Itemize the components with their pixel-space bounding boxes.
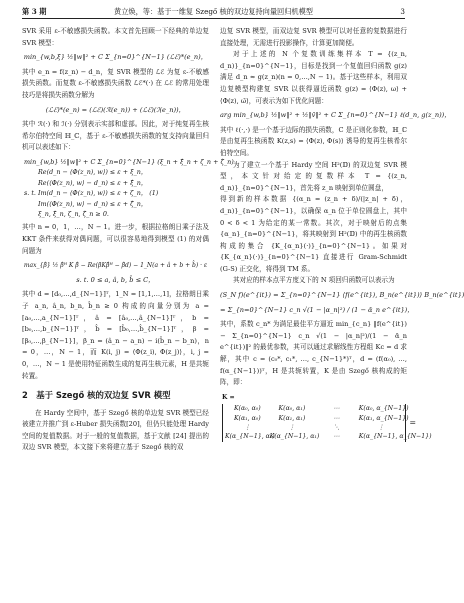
equation: s. t. 0 ≤ a, â, b, b̂ ≤ C， [76,275,155,284]
matrix-cell: ⋯ [333,414,340,422]
running-title: 黄立焕，等：基于一维复 Szegő 核的双边复持向量回归机模型 [114,7,313,16]
equation: (ℒℰ)*(e_n) = (ℒℰ)(ℛ(e_n)) + (ℒℰ)(ℐ(e_n))， [45,105,186,114]
equation: min_{w,b,ξ} ½‖w‖² + C Σ_{n=0}^{N−1} (ℒℰ)*(e_n)， [23,53,208,62]
paragraph: 其对应的样本点平方度义下的 N 项回归函数可以表示为 [233,276,395,285]
equation-row: Re(d_n − ⟨Φ(z_n), w⟩) ≤ ε + ξ_n， [38,168,148,177]
issue-label: 第 3 期 [22,7,47,16]
matrix-cell: K(α₁, α₁) [278,414,306,422]
paragraph: 其中 n = 0，1，…，N − 1。进一步，根据拉格朗日乘子法及 KKT 条件来获得对偶问题，可以很容易地得到模型 (1) 的对偶问题为 [22,223,209,255]
matrix-cell: ⋮ [244,424,251,432]
paragraph: 在 Hardy 空间中，基于 Szegő 核的单边复 SVR 模型已经被建立并推广到 ε-Huber 损失函数[20]，但仍只能处理 Hardy 空间的复值数据。对于一般的复值数据，基于文献 [24] 提出的双边 SVR 模型，本文接下来将建立基于 Szegő 核的双 [22,408,209,452]
kernel-matrix [222,393,432,442]
matrix-cell: ⋮ [288,424,295,432]
header-rule [22,18,405,19]
matrix-row [225,414,409,423]
equation-row: Re(⟨Φ(z_n), w⟩ − d_n) ≤ ε + ξ̂_n， [38,178,148,187]
equation: (S_N f)(e^{it}) = Σ_{n=0}^{N−1} ⟨f(e^{it}), B_n(e^{it})⟩ B_n(e^{it}) [220,291,464,300]
equation-row: Im(⟨Φ(z_n), w⟩ − d_n) ≤ ε + ζ̂_n， [38,199,148,208]
equation: = Σ_{n=0}^{N−1} c_n √(1 − |α_n|²) / (1 − ᾱ_n e^{it})， [220,305,414,314]
matrix-cell: K(α₁, α₀) [233,414,261,422]
paragraph: 边复 SVR 模型，而双边复 SVR 模型可以对任意的复数据进行直接处理，无需进行投影操作，计算更加简便。 [220,27,407,47]
paragraph: 其中 ℓ(·,·) 是一个基于边际的损失函数，C 是正则化参数，ℍ_ℂ 是由复再生核函数 K(z,s) = ⟨Φ(z), Φ(s)⟩ 诱导的复再生核希尔伯特空间。 [220,125,407,157]
running-header [22,5,405,19]
paragraph: 其中，系数 c_n* 为满足最佳平方逼近 min_{c_n} ‖f(e^{it}) − Σ_{n=0}^{N−1} c_n √(1 − |α_n|²)/(1 − ᾱ_n e^{it})‖² 的最优参数，其可以通过求解线性方程组 Kc = d 求解，其中 c = (c₀*, c₁*, …, c_{N−1}*)ᵀ，d = (f(α₀), …, f(α_{N−1}))ᵀ，H 是共轭转置，K 是由 Szegő 核构成的矩阵，即： [220,320,407,387]
paragraph: SVR 采用 ε-不敏感损失函数。本文首先回顾一下经典的单边复 SVR 模型： [22,27,209,47]
matrix-cell: K(α₁, α_{N−1}) [358,414,409,422]
paragraph: 其中 e_n = f(z_n) − d_n，复 SVR 模型的 ℒℰ 为复 ε-不敏感损失函数。而复数 ε-不敏感损失函数 ℒℰ*(·) 在 ℒℰ 的常用处理技巧是将损失函数分解为 [22,67,209,99]
equation-row: s. t. Im(d_n − ⟨Φ(z_n), w⟩) ≤ ε + ζ_n， (1) [24,189,159,198]
matrix-row [225,432,432,441]
section-heading: 2 基于 Szegő 核的双边复 SVR 模型 [22,390,171,401]
matrix-cell: ⋯ [333,433,340,441]
left-column [22,26,234,454]
right-column [220,26,464,442]
paragraph: 得到新的样本数据 {(α_n = (z_n + δ)/(|z_n| + δ)，d_n)}_{n=0}^{N−1}，以确保 α_n 位于单位圆盘上，其中 0 < δ < 1 为给定的某一常数。其次，对于映射后的点集 {α_n}_{n=0}^{N−1}，将其映射到 H²(𝔻) 中的再生核函数构成的集合 {K_{α_n}(·)}_{n=0}^{N−1}。如果对 {K_{α_n}(·)}_{n=0}^{N−1} 直接进行 Gram-Schmidt (G-S) 正交化，将得到 TM 系。 [220,195,407,273]
matrix-cell: K(α_{N−1}, α_{N−1}) [358,433,432,441]
matrix-cell: K(α₀, α₀) [233,405,261,413]
matrix-row [225,404,409,413]
equation: arg min_{w,b} ½‖w‖² + ½‖v̄‖² + C Σ_{n=0}^{N−1} ℓ(d_n, g(z_n))， [220,111,451,120]
matrix-cell: ⋱ [333,424,340,432]
page-number: 3 [400,7,405,16]
matrix-cell: K(α_{N−1}, α₀) [225,433,275,441]
matrix-cell: ⋯ [333,405,340,413]
matrix-cell: K(α₀, α_{N−1}) [358,405,409,413]
paragraph: 为了建立一个基于 Hardy 空间 H²(𝔻) 的双边复 SVR 模型，本文针对给定的复数样本 T = {(z_n, d_n)}_{n=0}^{N−1}，首先将 z_n 映射到单位圆盘， [220,160,407,192]
equation-row: ξ_n, ξ̂_n, ζ_n, ζ̂_n ≥ 0. [38,209,109,218]
paragraph: 其中 ℛ(·) 和 ℐ(·) 分别表示实部和虚部。因此，对于纯复再生核希尔伯特空间 ℍ_ℂ，基于 ε-不敏感损失函数的复支持向量回归机可以表述如下： [22,120,209,152]
paragraph: 对于上述的 N 个复数训练集样本 T = {(z_n, d_n)}_{n=0}^{N−1}，目标是找到一个复值回归函数 g(z) 满足 d_n ≈ g(z_n)(n = 0,…,N − 1)。基于这些样本，利用双边复模型构建复 SVR 以获得逼近函数 g(z) = ⟨Φ(z), ω⟩ + ⟨Φ(z), ω̄⟩，可表示为如下优化问题： [220,50,407,105]
matrix-label: K = [222,393,235,401]
matrix-cell: K(α₀, α₁) [278,405,306,413]
matrix-cell: ⋮ [377,424,385,432]
equation-system [24,157,234,219]
matrix-row [225,423,403,432]
matrix-tail: = [409,418,417,428]
paragraph: 其中 d = [d₀,…,d_{N−1}]ᵀ，1_N = [1,1,…,1]，拉格朗日乘子 a_n, â_n, b_n, b̂_n ≥ 0 构成的向量分别为 a = [a₀,…,a_{N−1}]ᵀ，â = [â₀,…,â_{N−1}]ᵀ，b = [b₀,…,b_{N−1}]ᵀ，b̂ = [b̂₀,…,b̂_{N−1}]ᵀ，β = [β₀,…,β_{N−1}]，β_n = (â_n − a_n) − i(b̂_n − b_n)，n = 0，…，N − 1，而 K(i, j) = ⟨Φ(z_i), Φ(z_j)⟩，i, j = 0，…，N − 1 是使用特征函数生成的复再生核元素，H 是共轭转置。 [22,290,209,380]
matrix-cell: K(α_{N−1}, α₁) [269,433,320,441]
equation: max_{β̂} ½ β̂ᴴ K β̂ − Re(βKβ̂ᴴ − β̂d) − 1_N(a + â + b + b̂) · ε [23,262,208,270]
equation-row: min_{w,b} ½‖w‖² + C Σ_{n=0}^{N−1} (ξ_n + ξ̂_n + ζ_n + ζ̂_n) [24,157,234,166]
